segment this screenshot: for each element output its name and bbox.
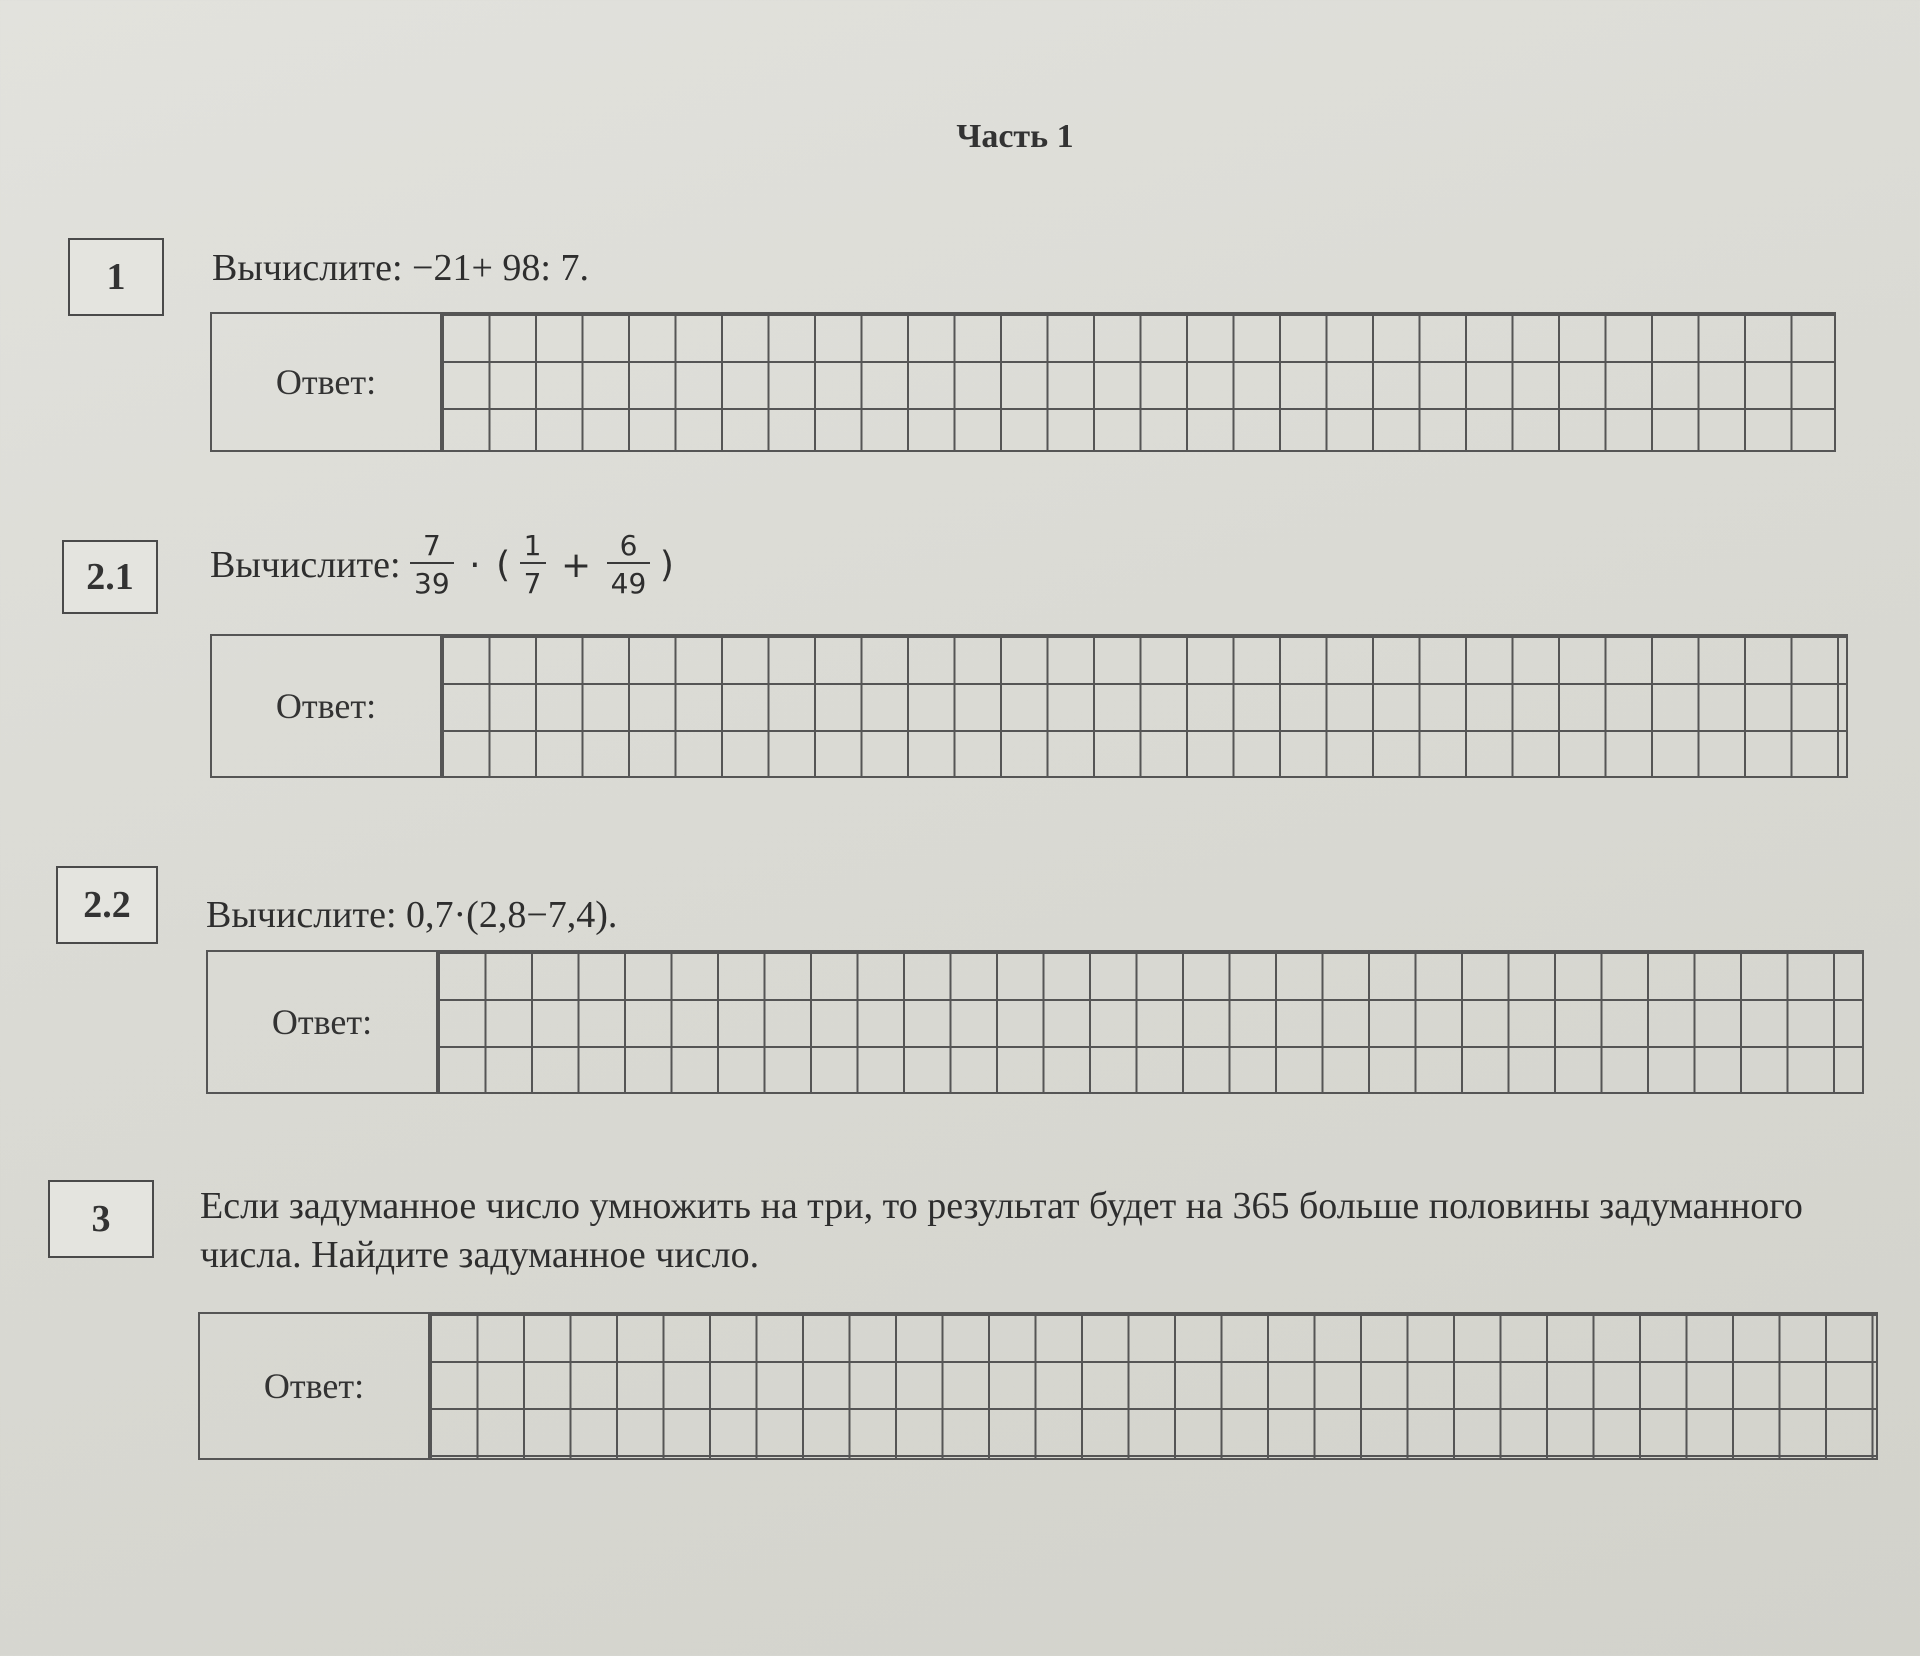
fraction bbox=[410, 530, 454, 600]
fraction-numerator: 7 bbox=[410, 530, 454, 564]
answer-label: Ответ: bbox=[200, 1314, 430, 1458]
fraction-denominator: 39 bbox=[414, 567, 450, 601]
close-paren: ) bbox=[659, 544, 674, 586]
answer-label: Ответ: bbox=[212, 636, 442, 776]
answer-grid[interactable] bbox=[430, 1314, 1876, 1458]
multiply-dot: · bbox=[469, 544, 481, 586]
task-prompt: Если задуманное число умножить на три, то результат будет на 365 больше половины задуманного числа. Найдите задуманное число. bbox=[200, 1185, 1803, 1276]
task-number: 2.1 bbox=[62, 540, 158, 614]
fraction bbox=[607, 530, 651, 600]
answer-label: Ответ: bbox=[208, 952, 438, 1092]
answer-grid[interactable] bbox=[442, 636, 1846, 776]
page-title: Часть 1 bbox=[956, 118, 1074, 155]
answer-box bbox=[210, 312, 1836, 452]
fraction-numerator: 1 bbox=[520, 530, 546, 564]
answer-label: Ответ: bbox=[212, 314, 442, 450]
answer-box bbox=[198, 1312, 1878, 1460]
fraction-denominator: 49 bbox=[610, 567, 647, 601]
task-number: 2.2 bbox=[56, 866, 158, 944]
answer-box bbox=[206, 950, 1864, 1094]
task-prompt: Вычислите: −21+ 98: 7. bbox=[212, 247, 589, 289]
answer-grid[interactable] bbox=[442, 314, 1834, 450]
fraction bbox=[520, 530, 546, 600]
answer-box bbox=[210, 634, 1848, 778]
task-number: 3 bbox=[48, 1180, 154, 1258]
task-prompt bbox=[210, 530, 674, 600]
plus-sign: + bbox=[561, 544, 592, 586]
fraction-denominator: 7 bbox=[523, 567, 542, 601]
answer-grid[interactable] bbox=[438, 952, 1862, 1092]
prompt-text: Вычислите: bbox=[210, 544, 401, 587]
task-number: 1 bbox=[68, 238, 164, 316]
task-prompt: Вычислите: 0,7·(2,8−7,4). bbox=[206, 894, 618, 936]
fraction-numerator: 6 bbox=[607, 530, 651, 564]
open-paren: ( bbox=[496, 544, 511, 586]
